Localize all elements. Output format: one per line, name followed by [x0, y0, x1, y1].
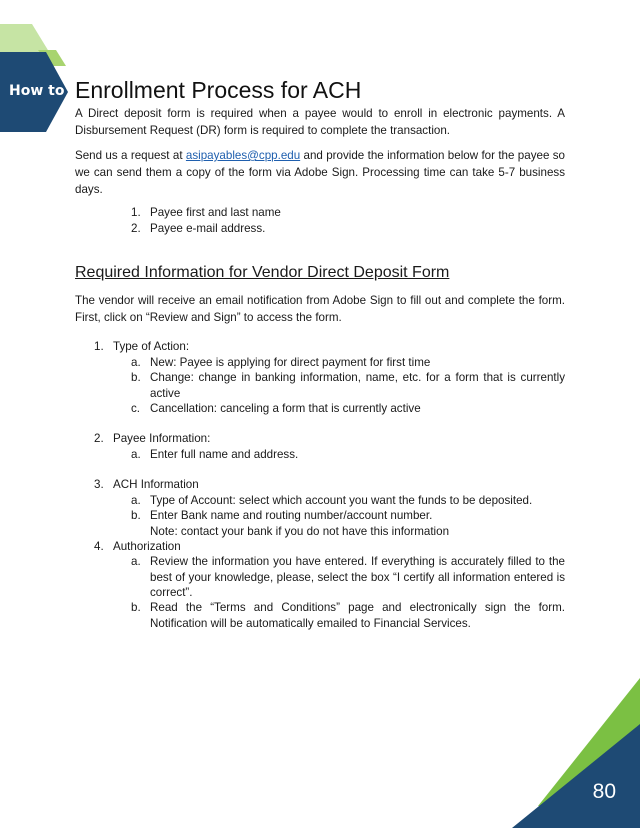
page-number: 80 — [592, 780, 616, 803]
request-text-after: and provide the information below for the payee so we can send them a copy of the form via Adobe Sign. Processing time can take 5-7 business days. — [75, 149, 565, 196]
step-item: c. Cancellation: canceling a form that is currently active — [131, 402, 421, 415]
section-intro: The vendor will receive an email notification from Adobe Sign to fill out and complete the form. First, click on “Review and Sign” to access the form. — [75, 294, 565, 324]
page-title: Enrollment Process for ACH — [75, 77, 362, 103]
step-item: a. Type of Account: select which account you want the funds to be deposited. — [131, 494, 533, 507]
step-item: b. Read the “Terms and Conditions” page and electronically sign the form. Notification will be automatically emailed to Financial Services. — [131, 601, 565, 630]
intro-paragraph: A Direct deposit form is required when a payee would to enroll in electronic payments. A Disbursement Request (DR) form is required to complete the transaction. — [75, 107, 565, 137]
step-title: 4. Authorization — [94, 540, 181, 553]
step-item: b. Change: change in banking information, name, etc. for a form that is currently active — [131, 371, 565, 400]
how-to-label: How to — [9, 83, 65, 99]
step-item: a. Enter full name and address. — [131, 448, 299, 461]
payee-list-item: 2. Payee e-mail address. — [131, 222, 266, 235]
step-title: 1. Type of Action: — [94, 340, 190, 353]
request-paragraph — [75, 147, 565, 198]
email-link[interactable]: asipayables@cpp.edu — [185, 149, 301, 162]
step-item: a. Review the information you have entered. If everything is accurately filled to the best of your knowledge, please, select the box “I certify all information entered is correct”. — [131, 555, 565, 599]
section-heading: Required Information for Vendor Direct Deposit Form — [75, 264, 450, 281]
payee-list-item: 1. Payee first and last name — [131, 206, 281, 219]
step-title: 2. Payee Information: — [94, 432, 211, 445]
step-title: 3. ACH Information — [94, 478, 199, 491]
step-item: a. New: Payee is applying for direct payment for first time — [131, 356, 431, 369]
step-item: b. Enter Bank name and routing number/account number. Note: contact your bank if you do not have this information — [131, 509, 450, 538]
step-note: Note: contact your bank if you do not have this information — [150, 524, 450, 538]
request-text-before: Send us a request at — [75, 149, 186, 162]
